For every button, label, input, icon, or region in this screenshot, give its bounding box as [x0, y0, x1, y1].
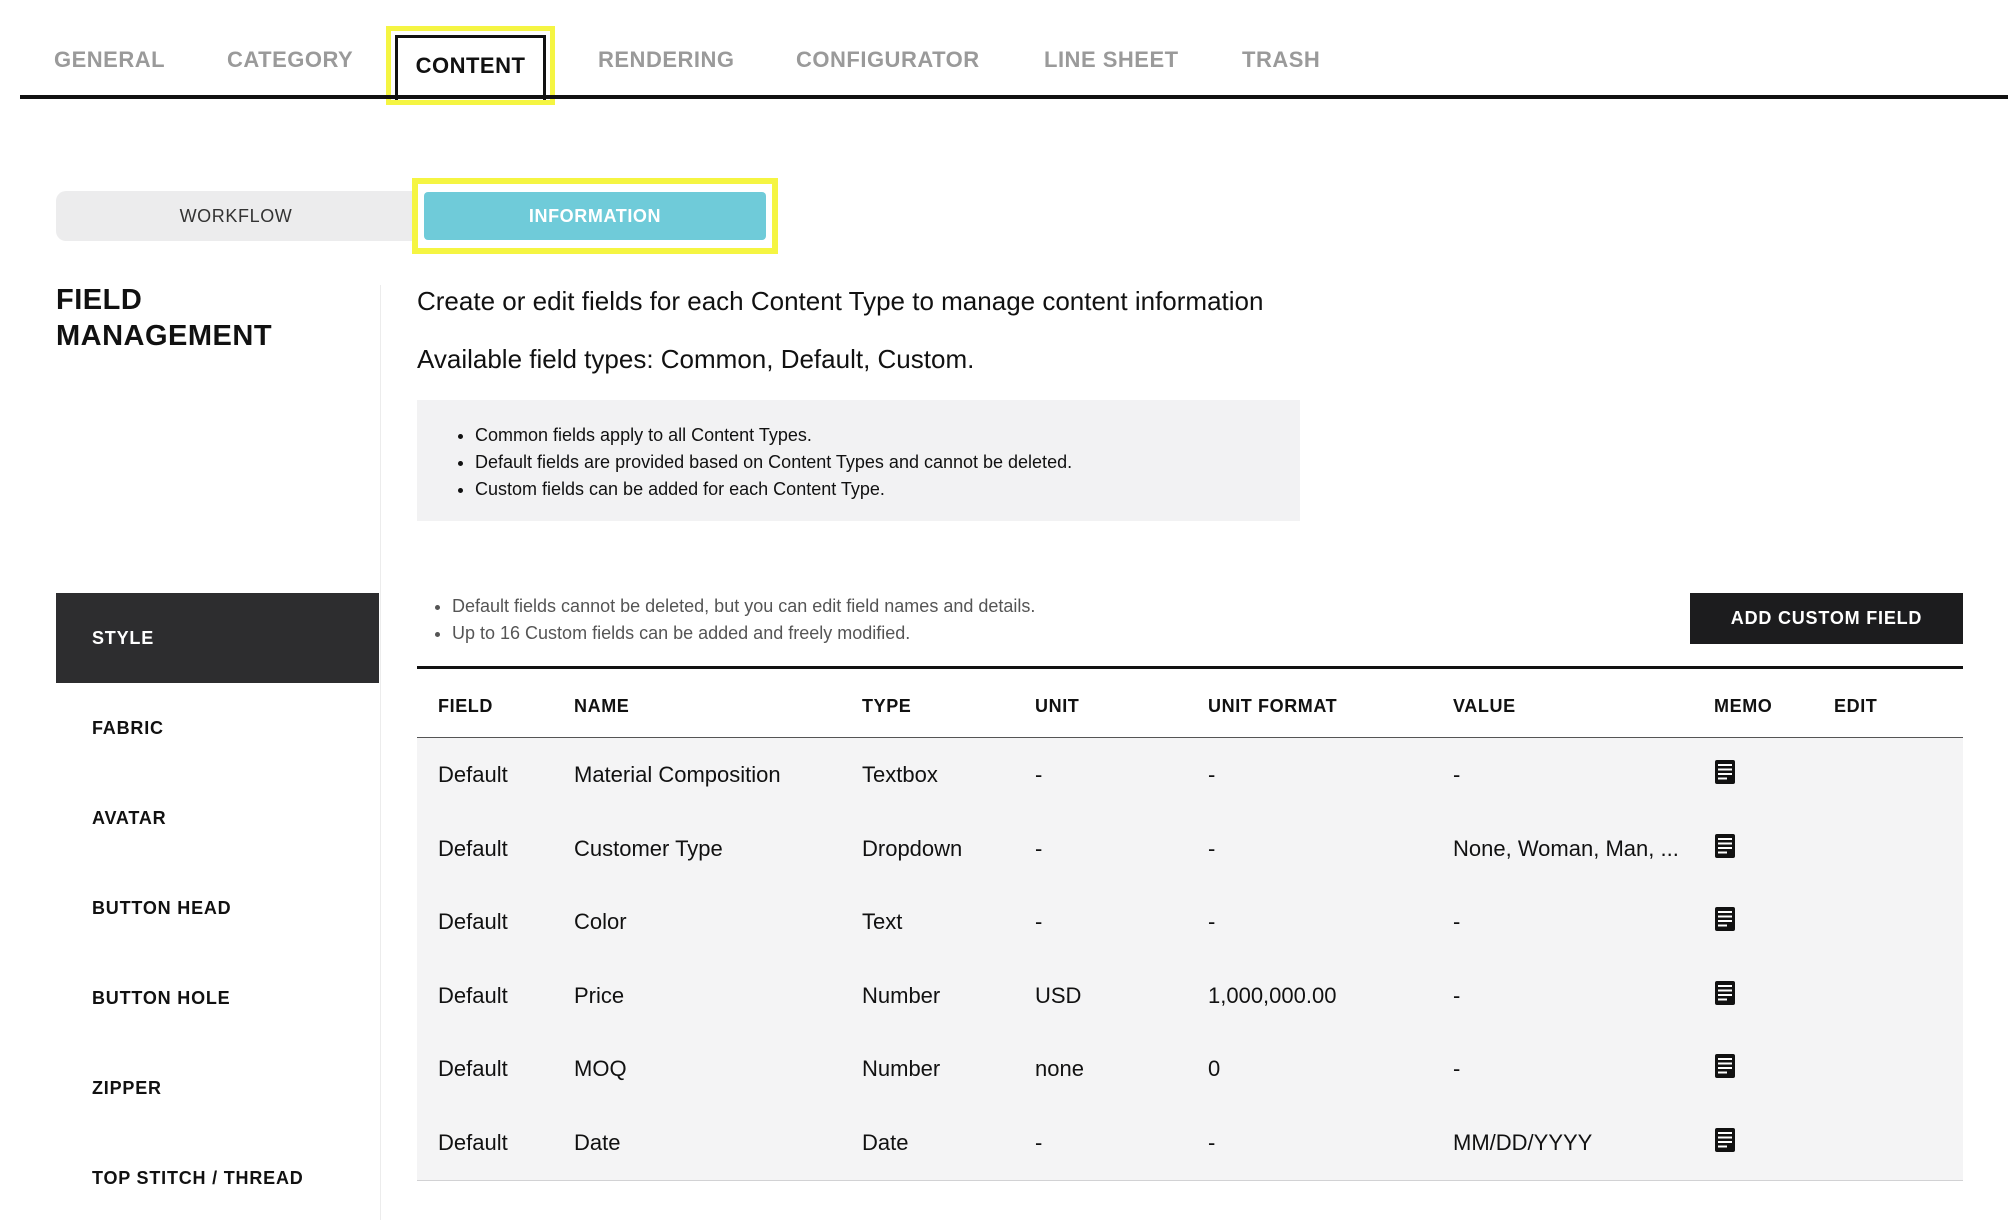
cell-name: Date [574, 1129, 621, 1155]
cell-unit-format: - [1208, 835, 1216, 861]
cell-unit-format: - [1208, 909, 1216, 935]
cell-name: Material Composition [574, 762, 781, 787]
page-title-line2: MANAGEMENT [56, 320, 273, 352]
table-hints [430, 593, 1035, 647]
column-header-value: VALUE [1453, 696, 1516, 716]
column-header-unit: UNIT [1035, 696, 1080, 716]
memo-document-icon[interactable] [1714, 759, 1736, 785]
cell-value: - [1453, 1056, 1461, 1082]
cell-unit-format: 1,000,000.00 [1208, 982, 1337, 1008]
category-item-style[interactable]: STYLE [56, 593, 379, 683]
category-item-fabric[interactable]: FABRIC [92, 717, 164, 738]
field-types-notes [417, 400, 1300, 521]
cell-unit: - [1035, 1129, 1043, 1155]
cell-value: - [1453, 909, 1461, 935]
add-custom-field-button[interactable]: ADD CUSTOM FIELD [1690, 593, 1963, 644]
tab-content-highlight [386, 26, 555, 105]
note-item: • Default fields are provided based on Content Types and cannot be deleted. [475, 449, 1300, 476]
cell-unit: USD [1035, 982, 1082, 1008]
page-title [56, 282, 356, 354]
column-header-unit-format: UNIT FORMAT [1208, 696, 1338, 716]
information-toggle-highlight [412, 178, 778, 254]
cell-type: Number [862, 1056, 941, 1082]
category-item-button-head[interactable]: BUTTON HEAD [92, 897, 232, 918]
cell-unit: - [1035, 762, 1043, 787]
column-header-field: FIELD [438, 696, 493, 716]
cell-value: MM/DD/YYYY [1453, 1129, 1593, 1155]
cell-name: Customer Type [574, 835, 723, 861]
tab-line-sheet[interactable]: LINE SHEET [1044, 47, 1179, 72]
page-title-line1: FIELD [56, 284, 143, 316]
table-row [417, 1032, 1963, 1106]
field-types-text: Available field types: Common, Default, Custom. [417, 344, 975, 374]
table-header [417, 666, 1963, 738]
cell-unit: none [1035, 1056, 1084, 1082]
cell-type: Number [862, 982, 941, 1008]
workflow-toggle-button[interactable]: WORKFLOW [179, 205, 293, 226]
field-table [417, 666, 1963, 1181]
memo-document-icon[interactable] [1714, 1053, 1736, 1079]
cell-value: - [1453, 982, 1461, 1008]
cell-unit: - [1035, 835, 1043, 861]
table-row [417, 812, 1963, 886]
cell-name: Color [574, 909, 627, 935]
cell-type: Textbox [862, 762, 938, 787]
note-item: • Common fields apply to all Content Types. [475, 422, 1300, 449]
table-row [417, 738, 1963, 812]
section-divider [380, 285, 381, 1220]
tab-content[interactable]: CONTENT [395, 35, 546, 100]
column-header-type: TYPE [862, 696, 912, 716]
information-toggle-button[interactable]: INFORMATION [424, 192, 766, 240]
table-body [417, 738, 1963, 1181]
tab-general[interactable]: GENERAL [54, 47, 166, 72]
tab-category[interactable]: CATEGORY [227, 47, 354, 72]
cell-field: Default [438, 982, 508, 1008]
category-item-button-hole[interactable]: BUTTON HOLE [92, 987, 231, 1008]
cell-field: Default [438, 909, 508, 935]
category-item-zipper[interactable]: ZIPPER [92, 1077, 162, 1098]
hint-item: • Up to 16 Custom fields can be added and freely modified. [452, 620, 1035, 647]
cell-field: Default [438, 835, 508, 861]
cell-value: - [1453, 762, 1461, 787]
memo-document-icon[interactable] [1714, 980, 1736, 1006]
table-row [417, 885, 1963, 959]
cell-type: Dropdown [862, 835, 963, 861]
column-header-name: NAME [574, 696, 630, 716]
table-row [417, 1106, 1963, 1180]
cell-type: Date [862, 1129, 909, 1155]
cell-unit-format: - [1208, 762, 1216, 787]
cell-field: Default [438, 1129, 508, 1155]
tab-configurator[interactable]: CONFIGURATOR [796, 47, 980, 72]
category-item-top-stitch-thread[interactable]: TOP STITCH / THREAD [92, 1167, 304, 1188]
cell-field: Default [438, 762, 508, 787]
cell-unit-format: - [1208, 1129, 1216, 1155]
cell-unit: - [1035, 909, 1043, 935]
tab-rendering[interactable]: RENDERING [598, 47, 735, 72]
cell-name: MOQ [574, 1056, 627, 1082]
note-item: • Custom fields can be added for each Content Type. [475, 476, 1300, 503]
table-row [417, 959, 1963, 1033]
tab-trash[interactable]: TRASH [1242, 47, 1321, 72]
memo-document-icon[interactable] [1714, 833, 1736, 859]
tab-bar-underline [20, 95, 2008, 99]
hint-item: • Default fields cannot be deleted, but you can edit field names and details. [452, 593, 1035, 620]
cell-field: Default [438, 1056, 508, 1082]
page-description: Create or edit fields for each Content Type to manage content information [417, 286, 1264, 316]
cell-type: Text [862, 909, 903, 935]
category-item-avatar[interactable]: AVATAR [92, 807, 167, 828]
column-header-edit: EDIT [1834, 696, 1878, 716]
memo-document-icon[interactable] [1714, 906, 1736, 932]
cell-unit-format: 0 [1208, 1056, 1221, 1082]
content-type-list [56, 593, 379, 1223]
memo-document-icon[interactable] [1714, 1127, 1736, 1153]
column-header-memo: MEMO [1714, 696, 1773, 716]
cell-value: None, Woman, Man, ... [1453, 835, 1679, 861]
cell-name: Price [574, 982, 625, 1008]
main-tab-bar [20, 0, 2008, 101]
